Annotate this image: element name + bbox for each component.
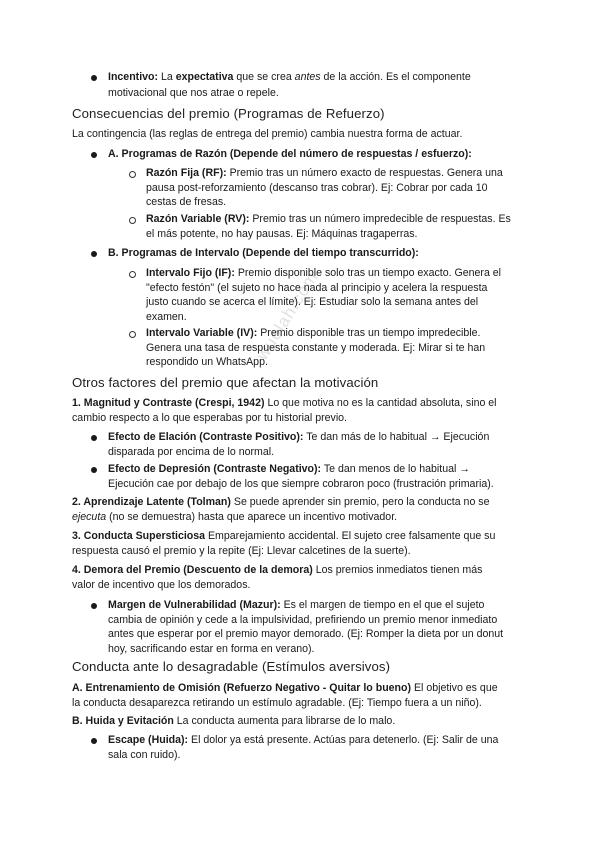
escape-item: Escape (Huida): El dolor ya está presente. Actúas para detenerlo. (Ej: Salir de una sala con ruido). [108, 734, 499, 761]
circle-bullet-icon [129, 271, 136, 278]
efecto-elacion-item: Efecto de Elación (Contraste Positivo): Te dan más de lo habitual → Ejecución disparada por encima de lo normal. [108, 431, 490, 458]
bullet-icon [91, 75, 97, 81]
entrenamiento-omision-paragraph: A. Entrenamiento de Omisión (Refuerzo Negativo - Quitar lo bueno) El objetivo es que la conducta desaparezca retirando un estímulo agradable. (Ej: Tiempo fuera a un niño). [72, 682, 498, 709]
programas-intervalo-title: B. Programas de Intervalo (Depende del tiempo transcurrido): [108, 247, 419, 259]
efecto-depresion-item: Efecto de Depresión (Contraste Negativo): Te dan menos de lo habitual → Ejecución cae por debajo de los que siempre cobraron poco (frustración primaria). [108, 463, 494, 490]
programas-razon-title: A. Programas de Razón (Depende del número de respuestas / esfuerzo): [108, 148, 472, 160]
razon-variable-item: Razón Variable (RV): Premio tras un número impredecible de respuestas. Es el más potente, no hay pausas. Ej: Máquinas tragaperras. [146, 213, 511, 240]
magnitud-contraste-paragraph: 1. Magnitud y Contraste (Crespi, 1942) Lo que motiva no es la cantidad absoluta, sino el cambio respecto a lo que esperabas por tu historial previo. [72, 397, 497, 424]
demora-premio-paragraph: 4. Demora del Premio (Descuento de la demora) Los premios inmediatos tienen más valor de incentivo que los demorados. [72, 564, 483, 591]
intervalo-variable-item: Intervalo Variable (IV): Premio disponible tras un tiempo impredecible. Genera una tasa de respuesta constante y moderada. Ej: Mirar si te han respondido un WhatsApp. [146, 327, 486, 369]
circle-bullet-icon [129, 171, 136, 178]
bullet-icon [91, 603, 97, 609]
circle-bullet-icon [129, 217, 136, 224]
bullet-icon [91, 435, 97, 441]
incentivo-bullet: Incentivo: La expectativa que se crea antes de la acción. Es el componente motivacional que nos atrae o repele. [108, 71, 471, 99]
circle-bullet-icon [129, 331, 136, 338]
aprendizaje-latente-paragraph: 2. Aprendizaje Latente (Tolman) Se puede aprender sin premio, pero la conducta no se ejecuta (no se demuestra) hasta que aparece un incentivo motivador. [72, 496, 490, 523]
huida-evitacion-paragraph: B. Huida y Evitación La conducta aumenta para librarse de lo malo. [72, 715, 396, 727]
intervalo-fijo-item: Intervalo Fijo (IF): Premio disponible solo tras un tiempo exacto. Genera el "efecto festón" (el sujeto no hace nada al principio y acelera la respuesta justo cuando se acerca el límite). Ej: Estudiar solo la semana antes del examen. [146, 267, 502, 323]
section-intro: La contingencia (las reglas de entrega del premio) cambia nuestra forma de actuar. [72, 128, 463, 140]
section-heading-consecuencias: Consecuencias del premio (Programas de Refuerzo) [72, 106, 385, 121]
bullet-icon [91, 738, 97, 744]
margen-vulnerabilidad-item: Margen de Vulnerabilidad (Mazur): Es el margen de tiempo en el que el sujeto cambia de opinión y cede a la impulsividad, prefiriendo un premio menor inmediato antes que esperar por el premio mayor demorado. (Ej: Romper la dieta por un donut hoy, sacrificando estar en forma en verano). [108, 599, 504, 655]
bullet-icon [91, 251, 97, 257]
bullet-icon [91, 152, 97, 158]
section-heading-conducta-desagradable: Conducta ante lo desagradable (Estímulos aversivos) [72, 659, 391, 674]
section-heading-otros-factores: Otros factores del premio que afectan la motivación [72, 375, 379, 390]
watermark: wuolah.com [252, 267, 322, 364]
razon-fija-item: Razón Fija (RF): Premio tras un número exacto de respuestas. Genera una pausa post-reforzamiento (descanso tras cobrar). Ej: Cobrar por cada 10 cestas de fresas. [146, 167, 503, 209]
conducta-supersticiosa-paragraph: 3. Conducta Supersticiosa Emparejamiento accidental. El sujeto cree falsamente que su respuesta causó el premio y la repite (Ej: Llevar calcetines de la suerte). [72, 530, 496, 557]
bullet-icon [91, 467, 97, 473]
